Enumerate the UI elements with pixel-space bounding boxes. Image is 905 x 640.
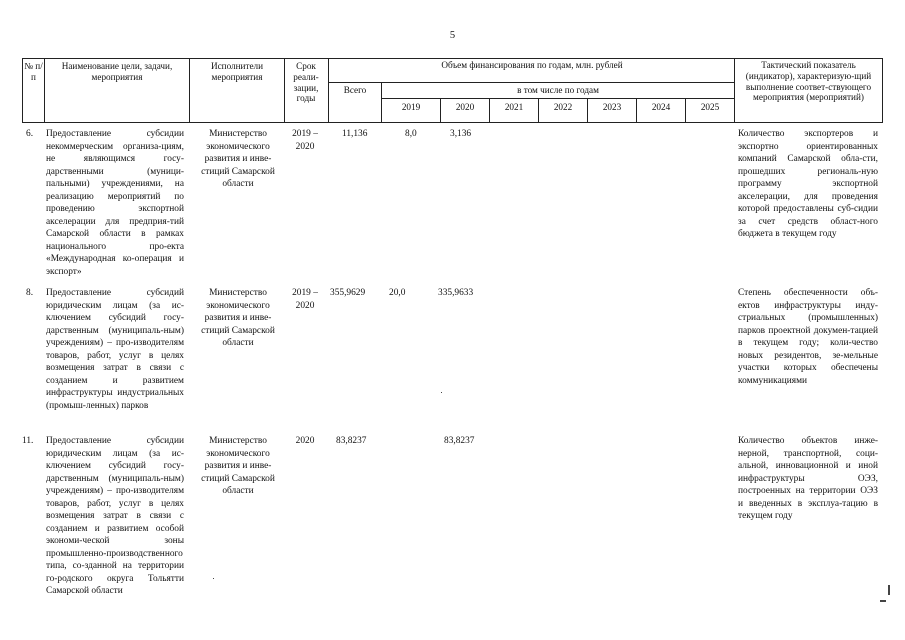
header-year-2024: 2024 (651, 102, 671, 112)
scan-mark (213, 578, 214, 579)
header-col-total: Всего (343, 85, 367, 95)
header-col-line (882, 58, 883, 123)
header-col-indicator: Тактический показатель (индикатор), характеризую-щий выполнение соответ-ствующего мероприятия (мероприятий) (745, 60, 872, 103)
row-value-2020: 3,136 (450, 129, 472, 139)
scan-mark (441, 392, 442, 393)
row-term: 2019 – 2020 (292, 129, 318, 152)
header-col-executor: Исполнители мероприятия (210, 61, 264, 82)
header-col-line (734, 58, 735, 123)
row-value-2020: 335,9633 (438, 288, 474, 298)
table-header (22, 58, 883, 123)
scan-mark (880, 600, 886, 602)
row-indicator: Количество экспортеров и экспортно ориентированных компаний Самарской обла-сти, прошедших региональ-ную программу экспортной акселерации, для проведения которой предоставлены суб-сидии за счет средств област-ного бюджета в текущем году (738, 129, 878, 239)
row-indicator: Количество объектов инже-нерной, транспортной, соци-альной, инновационной и иной инфраструктуры ОЭЗ, построенных на территории ОЭЗ и введенных в эксплуа-тацию в текущем году (738, 436, 878, 521)
page-number: 5 (449, 30, 456, 41)
row-executor: Министерство экономического развития и инве-стиций Самарской области (201, 288, 275, 348)
header-year-2023: 2023 (602, 102, 622, 112)
header-col-line (328, 58, 329, 123)
row-total: 83,8237 (336, 436, 367, 446)
header-col-line (22, 58, 23, 123)
header-col-name: Наименование цели, задачи, мероприятия (61, 61, 173, 82)
header-col-line (189, 58, 190, 123)
header-year-2019: 2019 (401, 102, 421, 112)
header-col-including: в том числе по годам (517, 85, 599, 95)
row-number: 11. (22, 436, 34, 446)
header-col-term: Срок реали-зации, годы (293, 61, 319, 104)
header-year-2020: 2020 (455, 102, 475, 112)
row-name: Предоставление субсидий юридическим лицам (за ис-ключением субсидий госу-дарственным (муниципаль-ным) учреждениям) – про-изводителям товаров, работ, услуг в целях возмещения затрат в связи с созданием и развитием инфраструктуры индустриальных (промыш-ленных) парков (46, 288, 184, 411)
header-bottom-border (22, 122, 883, 123)
row-value-2019: 8,0 (405, 129, 417, 139)
row-total: 11,136 (342, 129, 368, 139)
row-value-2020: 83,8237 (444, 436, 475, 446)
header-top-border (22, 58, 883, 59)
row-term: 2019 – 2020 (292, 288, 318, 311)
row-name: Предоставление субсидии юридическим лицам (за ис-ключением субсидий госу-дарственным (муниципаль-ным) учреждениям) – про-изводителям товаров, работ, услуг в целях возмещения затрат в связи с созданием и развитием особой экономи-ческой зоны промышленно-производственного типа, со-зданной на территории го-родского округа Тольятти Самарской области (46, 436, 184, 596)
row-executor: Министерство экономического развития и инве-стиций Самарской области (201, 436, 275, 496)
header-col-line (284, 58, 285, 123)
scan-mark (888, 585, 890, 595)
header-col-number: № п/п (24, 61, 43, 82)
header-fin-divider (328, 82, 734, 83)
header-year-2025: 2025 (700, 102, 720, 112)
row-number: 6. (26, 129, 34, 139)
header-year-2022: 2022 (553, 102, 573, 112)
row-executor: Министерство экономического развития и инве-стиций Самарской области (201, 129, 275, 189)
row-indicator: Степень обеспеченности объ-ектов инфраструктуры инду-стриальных (промышленных) парков проектной докумен-тацией в текущем году; коли-чество новых резидентов, зе-мельные участки которых обеспечены коммуникациями (738, 288, 878, 386)
row-value-2019: 20,0 (389, 288, 406, 298)
header-col-line (44, 58, 45, 123)
header-years-divider (381, 98, 734, 99)
row-name: Предоставление субсидии некоммерческим организа-циям, не являющимся госу-дарственными (муници-пальными) учреждениями, на реализацию мероприятий по проведению экспортной акселерации для предприя-тий Самарской области в рамках национального про-екта «Международная ко-операция и экспорт» (46, 129, 184, 277)
header-col-financing: Объем финансирования по годам, млн. рублей (441, 60, 623, 70)
row-total: 355,9629 (330, 288, 366, 298)
row-number: 8. (26, 288, 34, 298)
header-year-2021: 2021 (504, 102, 524, 112)
row-term: 2020 (295, 436, 315, 446)
